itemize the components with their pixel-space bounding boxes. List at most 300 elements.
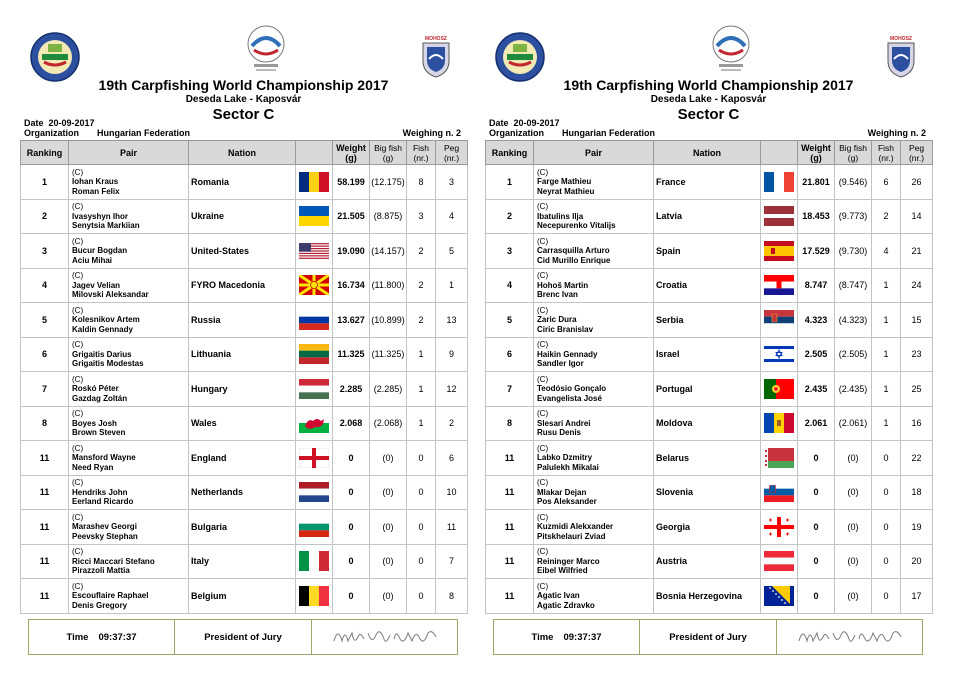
nation-cell: Portugal [654, 372, 761, 407]
angler-2: Neyrat Mathieu [537, 186, 595, 196]
flag-cell [761, 475, 798, 510]
fish-cell: 1 [872, 303, 901, 338]
results-sheet-left [20, 0, 467, 677]
angler-1: Kolesnikov Artem [72, 315, 140, 324]
peg-header-label: Peg [443, 142, 460, 153]
table-row [486, 268, 933, 303]
venue: Deseda Lake - Kaposvár [650, 94, 767, 105]
table-row [21, 510, 468, 545]
bigfish-header-label: Big fish [839, 142, 867, 153]
bigfish-cell: (0) [835, 579, 872, 614]
bigfish-header-unit: (g) [382, 152, 394, 163]
angler-1: Escouflaire Raphael [72, 591, 149, 600]
peg-header [901, 141, 933, 165]
fish-cell: 0 [407, 579, 436, 614]
bigfish-header [370, 141, 407, 165]
rank-cell: 6 [486, 337, 534, 372]
angler-1: Reininger Marco [537, 556, 600, 566]
angler-1: Haikin Gennady [537, 349, 598, 359]
championship-title: 19th Carpfishing World Championship 2017 [98, 77, 389, 93]
nation-cell: Hungary [189, 372, 296, 407]
rank-cell: 8 [21, 406, 69, 441]
bigfish-cell: (14.157) [370, 234, 407, 269]
pair-cell [69, 199, 189, 234]
flag-cell [296, 510, 333, 545]
fish-cell: 2 [407, 303, 436, 338]
pair-cell [69, 303, 189, 338]
weight-cell: 21.801 [798, 165, 835, 200]
bigfish-cell: (4.323) [835, 303, 872, 338]
angler-2: Pirazzoli Mattia [72, 566, 130, 575]
angler-2: Palulekh Mikalai [537, 462, 599, 472]
spain-flag-icon [764, 241, 794, 261]
rank-cell: 11 [486, 510, 534, 545]
table-row [21, 406, 468, 441]
fish-cell: 2 [407, 268, 436, 303]
angler-1: Zaric Dura [537, 315, 577, 324]
weight-cell: 2.505 [798, 337, 835, 372]
weight-cell: 8.747 [798, 268, 835, 303]
president-label: President of Jury [175, 620, 312, 654]
angler-2: Eerland Ricardo [72, 497, 134, 506]
table-row [21, 199, 468, 234]
bigfish-cell: (0) [835, 475, 872, 510]
category: (C) [72, 443, 84, 453]
austria-flag-icon [764, 551, 794, 571]
rank-cell: 11 [486, 579, 534, 614]
pair-cell [534, 441, 654, 476]
table-header [486, 141, 933, 165]
peg-cell: 23 [901, 337, 933, 372]
weight-header-unit: (g) [345, 152, 357, 163]
pair-cell [534, 510, 654, 545]
peg-cell: 12 [436, 372, 468, 407]
fish-cell: 0 [407, 510, 436, 545]
category: (C) [537, 409, 549, 418]
weight-cell: 2.061 [798, 406, 835, 441]
angler-1: Ricci Maccari Stefano [72, 556, 155, 566]
peg-cell: 4 [436, 199, 468, 234]
fish-cell: 8 [407, 165, 436, 200]
rank-cell: 2 [21, 199, 69, 234]
pair-cell [534, 268, 654, 303]
rank-cell: 7 [21, 372, 69, 407]
bigfish-cell: (0) [370, 510, 407, 545]
flag-cell [761, 303, 798, 338]
portugal-flag-icon [764, 379, 794, 399]
flag-cell [296, 303, 333, 338]
angler-1: Ivasyshyn Ihor [72, 211, 129, 221]
rank-cell: 11 [21, 441, 69, 476]
angler-2: Aciu Mihai [72, 255, 113, 265]
flag-cell [761, 510, 798, 545]
table-row [21, 337, 468, 372]
flag-cell [296, 199, 333, 234]
angler-2: Grigaitis Modestas [72, 359, 144, 368]
bigfish-cell: (9.546) [835, 165, 872, 200]
weight-cell: 21.505 [333, 199, 370, 234]
category: (C) [72, 409, 84, 418]
pair-cell [69, 579, 189, 614]
results-table [485, 140, 933, 614]
peg-cell: 26 [901, 165, 933, 200]
date-value: 20-09-2017 [513, 118, 560, 128]
angler-1: Mlakar Dejan [537, 487, 587, 497]
bigfish-cell: (0) [370, 544, 407, 579]
pair-cell [534, 475, 654, 510]
weight-cell: 0 [798, 441, 835, 476]
bulgaria-flag-icon [299, 517, 329, 537]
table-row [486, 475, 933, 510]
flag-cell [761, 441, 798, 476]
organization-line [489, 128, 655, 138]
nation-cell: Russia [189, 303, 296, 338]
rank-cell: 6 [21, 337, 69, 372]
angler-2: Cid Murillo Enrique [537, 255, 611, 265]
fish-cell: 2 [407, 234, 436, 269]
georgia-flag-icon [764, 517, 794, 537]
peg-cell: 13 [436, 303, 468, 338]
svg-text:MOHOSZ: MOHOSZ [890, 36, 912, 42]
angler-1: Ibatulins Ilja [537, 211, 584, 221]
pair-cell [534, 199, 654, 234]
president-label: President of Jury [640, 620, 777, 654]
bigfish-cell: (0) [370, 579, 407, 614]
table-row [21, 441, 468, 476]
wales-flag-icon [299, 413, 329, 433]
weight-cell: 0 [798, 544, 835, 579]
peg-cell: 25 [901, 372, 933, 407]
weight-cell: 58.199 [333, 165, 370, 200]
category: (C) [537, 581, 549, 591]
nation-cell: France [654, 165, 761, 200]
peg-cell: 20 [901, 544, 933, 579]
category: (C) [72, 167, 84, 177]
bigfish-cell: (11.325) [370, 337, 407, 372]
fish-cell: 0 [872, 544, 901, 579]
peg-cell: 11 [436, 510, 468, 545]
angler-2: Pos Aleksander [537, 497, 597, 506]
ranking-header: Ranking [21, 141, 69, 165]
table-row [486, 234, 933, 269]
pair-cell [69, 441, 189, 476]
table-row [21, 372, 468, 407]
serbia-flag-icon [764, 310, 794, 330]
weight-cell: 0 [333, 475, 370, 510]
category: (C) [537, 547, 549, 556]
angler-1: Slesari Andrei [537, 418, 591, 428]
angler-1: Farge Mathieu [537, 177, 592, 186]
peg-cell: 17 [901, 579, 933, 614]
date-line [24, 118, 95, 128]
fish-cell: 1 [407, 406, 436, 441]
pair-cell [534, 337, 654, 372]
flag-cell [761, 544, 798, 579]
croatia-flag-icon [764, 275, 794, 295]
rank-cell: 2 [486, 199, 534, 234]
angler-1: Grigaitis Darius [72, 349, 132, 359]
federation-logo-icon [495, 32, 545, 82]
weight-cell: 0 [798, 475, 835, 510]
fish-cell: 0 [407, 475, 436, 510]
rank-cell: 1 [21, 165, 69, 200]
svg-text:MOHOSZ: MOHOSZ [425, 36, 447, 42]
belgium-flag-icon [299, 586, 329, 606]
time-cell [494, 620, 640, 654]
organization-label: Organization [24, 128, 80, 138]
angler-2: Sandler Igor [537, 359, 584, 368]
angler-2: Gazdag Zoltán [72, 393, 128, 403]
weight-header-label: Weight [336, 142, 366, 153]
table-row [486, 579, 933, 614]
weight-cell: 0 [798, 579, 835, 614]
rank-cell: 7 [486, 372, 534, 407]
weight-cell: 2.435 [798, 372, 835, 407]
bigfish-cell: (8.747) [835, 268, 872, 303]
peg-cell: 5 [436, 234, 468, 269]
pair-cell [534, 303, 654, 338]
table-row [21, 234, 468, 269]
nation-cell: England [189, 441, 296, 476]
category: (C) [537, 202, 549, 211]
results-sheet-right [485, 0, 932, 677]
nation-cell: Belarus [654, 441, 761, 476]
sector-title: Sector C [677, 106, 740, 123]
angler-1: Teodósio Gonçalo [537, 384, 607, 393]
bigfish-cell: (2.061) [835, 406, 872, 441]
hungary-flag-icon [299, 379, 329, 399]
flag-cell [296, 579, 333, 614]
nation-cell: Moldova [654, 406, 761, 441]
nation-cell: Slovenia [654, 475, 761, 510]
angler-2: Pitskhelauri Zviad [537, 531, 606, 541]
angler-1: Jagev Velian [72, 280, 121, 290]
weighing-number: Weighing n. 2 [867, 128, 926, 138]
category: (C) [72, 512, 84, 522]
flag-cell [296, 406, 333, 441]
category: (C) [537, 478, 549, 487]
bigfish-cell: (12.175) [370, 165, 407, 200]
table-row [21, 579, 468, 614]
nation-header: Nation [189, 141, 296, 165]
weighing-number: Weighing n. 2 [402, 128, 461, 138]
flag-header [296, 141, 333, 165]
category: (C) [537, 374, 549, 384]
fish-header [872, 141, 901, 165]
rank-cell: 3 [21, 234, 69, 269]
angler-1: Bucur Bogdan [72, 246, 128, 255]
pair-header: Pair [69, 141, 189, 165]
bigfish-cell: (10.899) [370, 303, 407, 338]
bigfish-cell: (8.875) [370, 199, 407, 234]
rank-cell: 11 [21, 510, 69, 545]
peg-cell: 7 [436, 544, 468, 579]
angler-2: Necepurenko Vitalijs [537, 221, 616, 230]
angler-2: Ciric Branislav [537, 324, 594, 334]
peg-header [436, 141, 468, 165]
pair-cell [534, 544, 654, 579]
federation-logo-icon [30, 32, 80, 82]
pair-cell [69, 165, 189, 200]
category: (C) [72, 581, 84, 591]
pair-cell [534, 234, 654, 269]
angler-2: Brenc Ivan [537, 290, 578, 299]
flag-cell [296, 234, 333, 269]
category: (C) [72, 547, 84, 556]
nation-cell: United-States [189, 234, 296, 269]
nation-cell: Bosnia Herzegovina [654, 579, 761, 614]
peg-cell: 15 [901, 303, 933, 338]
time-label: Time [531, 631, 554, 643]
macedonia-flag-icon [299, 275, 329, 295]
nation-cell: Georgia [654, 510, 761, 545]
bigfish-cell: (0) [370, 441, 407, 476]
moldova-flag-icon [764, 413, 794, 433]
rank-cell: 11 [21, 544, 69, 579]
fish-cell: 0 [407, 441, 436, 476]
fish-header [407, 141, 436, 165]
romania-flag-icon [299, 172, 329, 192]
angler-1: Labko Dzmitry [537, 453, 593, 462]
category: (C) [537, 305, 549, 315]
pair-cell [69, 510, 189, 545]
pair-cell [69, 372, 189, 407]
table-row [486, 165, 933, 200]
weight-cell: 0 [333, 510, 370, 545]
pair-cell [69, 544, 189, 579]
signature-icon [795, 623, 905, 651]
signature-cell [777, 620, 922, 654]
rank-cell: 8 [486, 406, 534, 441]
peg-cell: 19 [901, 510, 933, 545]
fish-cell: 1 [872, 337, 901, 372]
weight-cell: 0 [333, 544, 370, 579]
category: (C) [537, 236, 549, 246]
pair-header: Pair [534, 141, 654, 165]
flag-cell [296, 165, 333, 200]
category: (C) [537, 167, 549, 177]
rank-cell: 11 [486, 441, 534, 476]
category: (C) [72, 305, 84, 315]
latvia-flag-icon [764, 206, 794, 226]
flag-cell [761, 234, 798, 269]
weight-cell: 2.068 [333, 406, 370, 441]
fish-cell: 0 [872, 441, 901, 476]
flag-cell [761, 165, 798, 200]
flag-cell [296, 441, 333, 476]
footer [493, 619, 923, 655]
nation-cell: Latvia [654, 199, 761, 234]
table-row [486, 441, 933, 476]
peg-cell: 14 [901, 199, 933, 234]
pair-cell [69, 268, 189, 303]
category: (C) [537, 271, 549, 280]
peg-cell: 1 [436, 268, 468, 303]
lithuania-flag-icon [299, 344, 329, 364]
france-flag-icon [764, 172, 794, 192]
fish-cell: 3 [407, 199, 436, 234]
time-label: Time [66, 631, 89, 643]
bigfish-cell: (0) [835, 544, 872, 579]
pair-cell [534, 372, 654, 407]
fish-cell: 2 [872, 199, 901, 234]
angler-2: Denis Gregory [72, 600, 128, 610]
date-label: Date [24, 118, 44, 128]
championship-logo-icon [244, 24, 288, 74]
netherlands-flag-icon [299, 482, 329, 502]
nation-cell: Netherlands [189, 475, 296, 510]
bigfish-cell: (2.505) [835, 337, 872, 372]
signature-icon [330, 623, 440, 651]
angler-1: Iohan Kraus [72, 177, 119, 186]
bigfish-cell: (9.773) [835, 199, 872, 234]
angler-2: Senytsia Markiian [72, 221, 140, 230]
flag-cell [296, 372, 333, 407]
flag-cell [296, 544, 333, 579]
rank-cell: 11 [21, 579, 69, 614]
fish-cell: 0 [872, 475, 901, 510]
sector-title: Sector C [212, 106, 275, 123]
pair-cell [69, 475, 189, 510]
peg-cell: 8 [436, 579, 468, 614]
table-row [486, 510, 933, 545]
angler-1: Hendriks John [72, 487, 128, 497]
category: (C) [72, 478, 84, 487]
bosnia-flag-icon [764, 586, 794, 606]
rank-cell: 1 [486, 165, 534, 200]
slovenia-flag-icon [764, 482, 794, 502]
table-row [21, 268, 468, 303]
weight-cell: 13.627 [333, 303, 370, 338]
rank-cell: 11 [486, 544, 534, 579]
nation-cell: Romania [189, 165, 296, 200]
peg-header-unit: (nr.) [908, 152, 925, 163]
angler-2: Roman Felix [72, 186, 120, 196]
date-value: 20-09-2017 [48, 118, 95, 128]
angler-1: Roskó Péter [72, 384, 119, 393]
fish-cell: 4 [872, 234, 901, 269]
weight-cell: 11.325 [333, 337, 370, 372]
results-table [20, 140, 468, 614]
nation-cell: Bulgaria [189, 510, 296, 545]
table-row [486, 544, 933, 579]
usa-flag-icon [299, 241, 329, 261]
organization-line [24, 128, 190, 138]
category: (C) [72, 236, 84, 246]
angler-2: Agatic Zdravko [537, 600, 595, 610]
peg-cell: 10 [436, 475, 468, 510]
weight-cell: 0 [333, 441, 370, 476]
signature-cell [312, 620, 457, 654]
bigfish-cell: (2.068) [370, 406, 407, 441]
fish-cell: 0 [872, 510, 901, 545]
peg-cell: 16 [901, 406, 933, 441]
weight-cell: 4.323 [798, 303, 835, 338]
table-row [486, 337, 933, 372]
footer [28, 619, 458, 655]
fish-header-label: Fish [877, 142, 895, 153]
fish-cell: 1 [407, 372, 436, 407]
weight-header-label: Weight [801, 142, 831, 153]
rank-cell: 5 [486, 303, 534, 338]
category: (C) [537, 340, 549, 349]
rank-cell: 4 [486, 268, 534, 303]
table-row [486, 199, 933, 234]
fish-cell: 0 [407, 544, 436, 579]
fish-header-unit: (nr.) [878, 152, 894, 163]
flag-cell [296, 337, 333, 372]
weight-cell: 0 [798, 510, 835, 545]
